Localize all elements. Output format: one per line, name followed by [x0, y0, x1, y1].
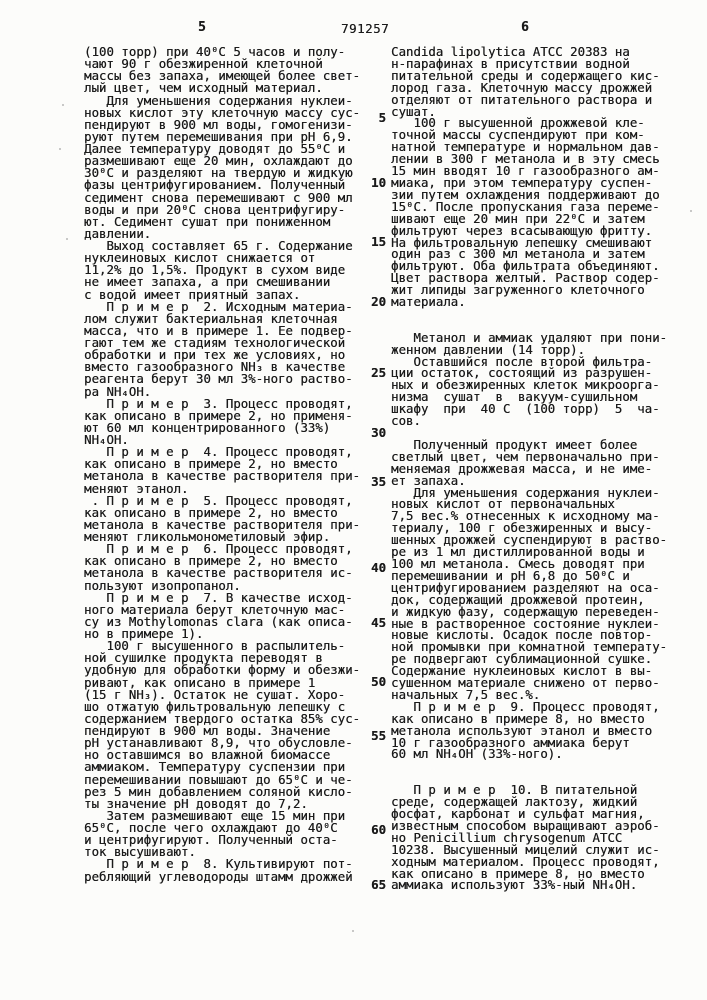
gutter-line-number: 25 [370, 365, 386, 380]
gutter-line-number: 55 [370, 728, 386, 743]
text-line: фосфат, карбонат и сульфат магния, [391, 806, 645, 821]
text-line: ре из 1 мл дистиллированной воды и [391, 544, 645, 560]
text-line: светлый цвет, чем первоначально при- [391, 448, 660, 464]
gutter-line-number: 30 [370, 425, 386, 440]
text-line: П р и м е р 10. В питательной [391, 782, 638, 798]
text-line: П р и м е р 4. Процесс проводят, [84, 444, 353, 460]
text-line: жит липиды загруженного клеточного [391, 282, 645, 298]
text-line: П р и м е р 7. В качестве исход- [84, 589, 353, 605]
scan-speck [690, 210, 692, 212]
text-line: центрифугированием разделяют на оса- [391, 579, 660, 595]
text-line: размешивают еще 20 мин, охлаждают до [84, 153, 353, 169]
text-line: 7,5 вес.% отнесенных к исходному ма- [391, 508, 660, 524]
text-line: массы без запаха, имеющей более свет- [84, 68, 361, 84]
text-line: ют. Седимент сушат при пониженном [84, 213, 331, 229]
text-line: Для уменьшения содержания нуклеи- [84, 92, 353, 108]
scan-speck [66, 238, 68, 240]
text-line: обработки и при тех же условиях, но [84, 347, 346, 363]
text-line: метанола используют этанол и вместо [391, 722, 653, 738]
text-line: На фильтровальную лепешку смешивают [391, 234, 653, 250]
text-line: лород газа. Клеточную массу дрожжей [391, 79, 653, 95]
text-line: реагента берут 30 мл 3%-ного раство- [84, 371, 353, 387]
text-line: 15⁰С. После пропускания газа переме- [391, 198, 660, 214]
text-line: док, содержащий дрожжевой протеин, [391, 591, 645, 607]
text-line: как описано в примере 8, но вместо [391, 710, 645, 726]
text-line: женном давлении (14 торр). [391, 341, 585, 357]
scan-speck [59, 148, 61, 150]
left-column [84, 46, 386, 883]
text-line: воды и при 20⁰С снова центрифугиру- [84, 201, 346, 217]
left-page-number: 5 [198, 20, 206, 35]
text-line: шивают еще 20 мин при 22⁰С и затем [391, 210, 645, 226]
text-line: но Penicillium chrysogenum ATCC [391, 829, 623, 845]
text-line: Цвет раствора желтый. Раствор содер- [391, 270, 660, 286]
text-line: седимент снова перемешивают с 900 мл [84, 189, 353, 205]
text-line: 65⁰С, после чего охлаждают до 40⁰С [84, 820, 338, 835]
text-line: лый цвет, чем исходный материал. [84, 80, 323, 96]
text-line: ра NH₄OH. [84, 383, 152, 399]
right-page-number: 6 [521, 20, 529, 35]
text-line: П р и м е р 6. Процесс проводят, [84, 541, 353, 557]
text-line: материала. [391, 294, 466, 310]
gutter-line-number: 40 [370, 560, 386, 575]
patent-number: 791257 [341, 21, 390, 36]
gutter-line-number: 10 [370, 175, 386, 190]
text-line: н-парафинах в присутствии водной [391, 55, 630, 71]
text-line: и жидкую фазу, содержащую переведен- [391, 603, 660, 619]
text-line: шкафу при 40 С (100 торр) 5 ча- [391, 401, 660, 417]
text-line: метанола в качестве растворителя при- [84, 516, 361, 532]
text-line: как описано в примере 2, но вместо [84, 553, 338, 569]
text-line: зии путем охлаждения поддерживают до [391, 186, 660, 202]
text-line: ток высушивают. [84, 844, 196, 860]
text-line: известным способом выращивают аэроб- [391, 817, 660, 833]
text-line: фазы центрифугированием. Полученный [84, 177, 346, 193]
text-line: шо отжатую фильтровальную лепешку с [84, 698, 346, 714]
text-line: вместо газообразного NH₃ в качестве [84, 359, 346, 375]
gutter-line-number: 5 [378, 110, 386, 125]
text-line: ции остаток, состоящий из разрушен- [391, 365, 653, 381]
text-line: метанола в качестве растворителя ис- [84, 565, 353, 581]
text-line: пендируют в 900 мл воды. Значение [84, 723, 331, 738]
right-column [391, 46, 685, 891]
text-line: 100 г высушенной дрожжевой кле- [391, 115, 645, 131]
text-line: лом служит бактериальная клеточная [84, 310, 338, 326]
text-line: сушенном материале снижено от перво- [391, 675, 660, 691]
scan-speck [62, 104, 64, 106]
gutter-line-number: 15 [370, 234, 386, 249]
text-line: масса, что и в примере 1. Ее подвер- [84, 322, 353, 338]
text-line: Полученный продукт имеет более [391, 436, 638, 452]
text-line: фильтруют. Оба фильтрата объединяют. [391, 258, 660, 274]
text-line: (15 г NH₃). Остаток не сушат. Хоро- [84, 686, 346, 702]
text-line: ют 60 мл концентрированного (33%) [84, 419, 331, 435]
text-line: Candida lipolytica ATCC 20383 на [391, 44, 630, 59]
text-line: Для уменьшения содержания нуклеи- [391, 484, 660, 500]
text-line: 11,2% до 1,5%. Продукт в сухом виде [84, 262, 346, 278]
text-line: П р и м е р 9. Процесс проводят, [391, 698, 660, 714]
text-line: и центрифугируют. Полученный оста- [84, 832, 338, 848]
text-line: пользуют изопропанол. [84, 577, 241, 593]
gutter-line-number: 50 [370, 674, 386, 689]
text-line: Затем размешивают еще 15 мин при [84, 807, 346, 823]
text-line: как описано в примере 2, но вместо [84, 456, 338, 472]
text-line: начальных 7,5 вес.%. [391, 686, 541, 702]
text-line: ты значение рН доводят до 7,2. [84, 795, 308, 811]
text-line: 30⁰С и разделяют на твердую и жидкую [84, 165, 353, 181]
text-line: ребляющий углеводороды штамм дрожжей [84, 868, 353, 884]
text-line: (100 торр) при 40⁰С 5 часов и полу- [84, 44, 346, 59]
text-line: 10 г газообразного аммиака берут [391, 734, 630, 750]
text-line: ного материала берут клеточную мас- [84, 601, 346, 617]
text-line: . П р и м е р 5. Процесс проводят, [84, 492, 353, 508]
text-line: содержанием твердого остатка 85% сус- [84, 710, 361, 726]
text-line: шенных дрожжей суспендируют в раство- [391, 532, 668, 548]
text-line: NH₄OH. [84, 432, 129, 447]
text-line: аммиака используют 33%-ный NH₄OH. [391, 877, 638, 893]
text-line: 15 мин вводят 10 г газообразного ам- [391, 163, 660, 179]
text-line: сов. [391, 413, 421, 429]
text-line: Выход составляет 65 г. Содержание [84, 238, 353, 253]
text-line: но оставшимся во влажной биомассе [84, 747, 331, 763]
text-line: меняют гликольмонометиловый эфир. [84, 529, 331, 544]
text-line [391, 760, 685, 772]
text-line: сушат. [391, 103, 436, 119]
text-line: перемешивании и рН 6,8 до 50⁰С и [391, 567, 630, 583]
text-line: ной промывки при комнатной температу- [391, 639, 668, 655]
gutter-line-number: 60 [370, 822, 386, 837]
scan-speck [352, 930, 354, 932]
text-line: рН устанавливают 8,9, что обусловле- [84, 735, 353, 751]
text-line: нуклеиновых кислот снижается от [84, 250, 316, 266]
text-line: П р и м е р 2. Исходным материа- [84, 298, 353, 314]
text-line: точной массы суспендируют при ком- [391, 127, 645, 143]
text-line: удобную для обработки форму и обезжи- [84, 662, 361, 678]
text-line: миака, при этом температуру суспен- [391, 174, 653, 190]
text-line: как описано в примере 8, но вместо [391, 865, 645, 881]
gutter-line-number: 35 [370, 474, 386, 489]
text-line: метанола в качестве растворителя при- [84, 468, 361, 484]
text-line: 60 мл NH₄OH (33%-ного). [391, 746, 563, 762]
text-line: Далее температуру доводят до 55⁰С и [84, 141, 346, 156]
text-line: 10238. Высушенный мицелий служит ис- [391, 841, 660, 857]
text-line: ривают, как описано в примере 1 [84, 674, 316, 690]
text-line: ре подвергают сублимационной сушке. [391, 651, 653, 667]
text-line: су из Mothylomonas clara (как описа- [84, 613, 353, 629]
text-line: питательной среды и содержащего кис- [391, 67, 660, 83]
text-line: меняют этанол. [84, 480, 189, 496]
text-line: отделяют от питательного раствора и [391, 91, 653, 107]
text-line: Метанол и аммиак удаляют при пони- [391, 329, 668, 345]
text-line: 100 г высушенного в распылитель- [84, 638, 346, 654]
text-line: ет запаха. [391, 472, 466, 488]
text-line: низма сушат в вакуум-сушильном [391, 389, 638, 405]
text-line: ной сушилке продукта переводят в [84, 650, 323, 666]
text-line: меняемая дрожжевая масса, и не име- [391, 460, 653, 476]
text-line: ных и обезжиренных клеток микроорга- [391, 377, 660, 393]
text-line: но в примере 1). [84, 626, 204, 641]
text-line: ные в растворенное состояние нуклеи- [391, 615, 660, 631]
text-line: 100 мл метанола. Смесь доводят при [391, 555, 645, 571]
gutter-line-number: 65 [370, 877, 386, 892]
text-line: как описано в примере 2, но вместо [84, 504, 338, 520]
text-line: новых кислот от первоначальных [391, 496, 615, 512]
text-line: не имеет запаха, а при смешивании [84, 274, 331, 290]
text-line: рез 5 мин добавлением соляной кисло- [84, 783, 353, 799]
text-line [391, 308, 685, 320]
text-line: фильтруют через всасывающую фритту. [391, 222, 653, 238]
gutter-line-number: 20 [370, 294, 386, 309]
text-line: натной температуре и нормальном дав- [391, 139, 660, 155]
gutter-line-number: 45 [370, 615, 386, 630]
text-line: лении в 300 г метанола и в эту смесь [391, 151, 660, 167]
text-line: Содержание нуклеиновых кислот в вы- [391, 663, 653, 679]
text-line: П р и м е р 3. Процесс проводят, [84, 395, 353, 411]
text-line: аммиаком. Температуру суспензии при [84, 759, 346, 775]
text-line: как описано в примере 2, но применя- [84, 407, 353, 423]
text-line: чают 90 г обезжиренной клеточной [84, 56, 323, 72]
text-line: П р и м е р 8. Культивируют пот- [84, 856, 353, 872]
text-line: гают тем же стадиям технологической [84, 335, 346, 350]
text-line: давлении. [84, 225, 152, 241]
text-line: териалу, 100 г обезжиренных и высу- [391, 520, 653, 536]
text-line: пендируют в 900 мл воды, гомогенизи- [84, 116, 353, 132]
text-line: ходным материалом. Процесс проводят, [391, 853, 660, 869]
text-line: с водой имеет приятный запах. [84, 286, 301, 302]
text-line: перемешивании повышают до 65⁰С и че- [84, 771, 353, 787]
text-line: новых кислот эту клеточную массу сус- [84, 104, 361, 120]
text-line: новые кислоты. Осадок после повтор- [391, 627, 653, 643]
text-line: Оставшийся после второй фильтра- [391, 353, 653, 369]
text-line: руют путем перемешивания при рН 6,9. [84, 128, 353, 144]
text-line: один раз с 300 мл метанола и затем [391, 246, 645, 262]
text-line: среде, содержащей лактозу, жидкий [391, 794, 638, 810]
